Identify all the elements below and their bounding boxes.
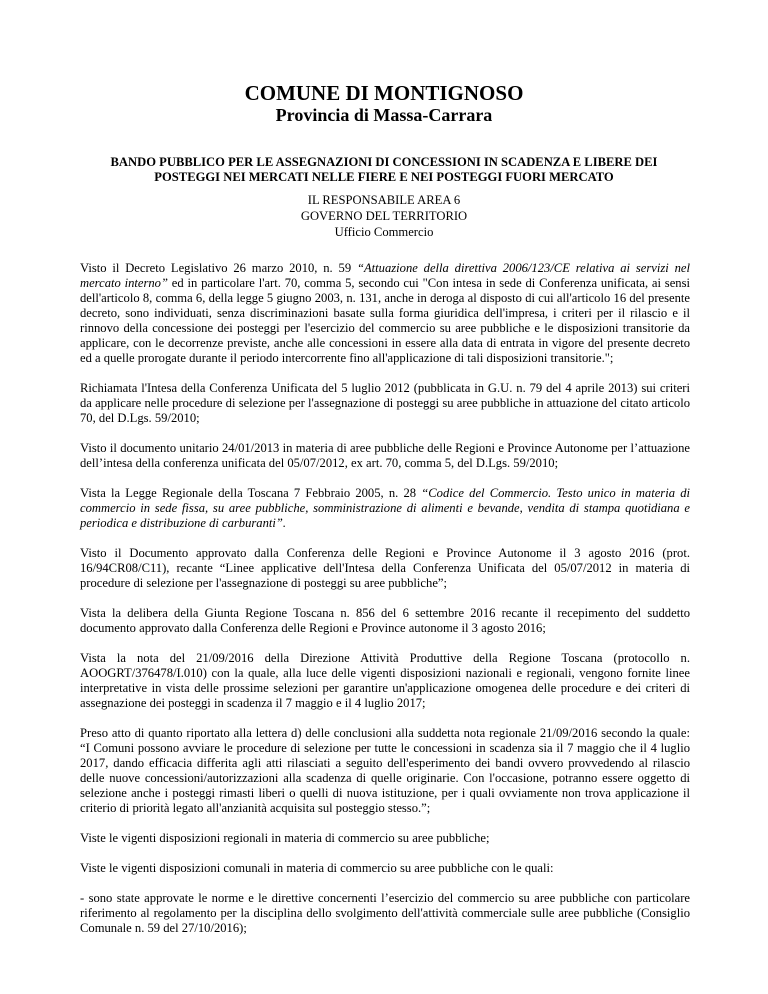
paragraph-decreto-text-a: Visto il Decreto Legislativo 26 marzo 2010, n. 59 bbox=[80, 261, 357, 275]
paragraph-documento-conferenza: Visto il Documento approvato dalla Conferenza delle Regioni e Province Autonome il 3 agosto 2016 (prot. 16/94CR08/C11), recante “Linee applicative dell'Intesa della Conferenza Unificata del 05/07/2012 in materia di procedure di selezione per l'assegnazione di posteggi su aree pubbliche”; bbox=[80, 546, 690, 590]
paragraph-disposizioni-comunali: Viste le vigenti disposizioni comunali in materia di commercio su aree pubbliche con le quali: bbox=[80, 861, 554, 875]
paragraph-intesa: Richiamata l'Intesa della Conferenza Unificata del 5 luglio 2012 (pubblicata in G.U. n. 79 del 4 aprile 2013) sui criteri da applicare nelle procedure di selezione per l'assegnazione di posteggi su aree pubbliche in attuazione del citato articolo 70, del D.Lgs. 59/2010; bbox=[80, 381, 690, 425]
responsabile-line1: IL RESPONSABILE AREA 6 bbox=[307, 193, 461, 207]
paragraph-legge-regionale bbox=[80, 486, 690, 531]
responsabile-block bbox=[0, 192, 768, 240]
paragraph-decreto bbox=[80, 261, 690, 366]
paragraph-delibera: Vista la delibera della Giunta Regione Toscana n. 856 del 6 settembre 2016 recante il recepimento del suddetto documento approvato dalla Conferenza delle Regioni e Province autonome il 3 agosto 2016; bbox=[80, 606, 690, 635]
paragraph-nota-regionale: Vista la nota del 21/09/2016 della Direzione Attività Produttive della Regione Toscana (protocollo n. AOOGRT/376478/I.010) con la quale, alla luce delle vigenti disposizioni nazionali e regionali, vengono fornite linee interpretative in vista delle prossime selezioni per garantire un'applicazione omogenea delle procedure e dei criteri di assegnazione dei posteggi in scadenza il 7 maggio e il 4 luglio 2017; bbox=[80, 651, 690, 710]
comune-title: COMUNE DI MONTIGNOSO bbox=[244, 81, 524, 105]
document-body bbox=[80, 261, 690, 936]
paragraph-disposizioni-regionali: Viste le vigenti disposizioni regionali in materia di commercio su aree pubbliche; bbox=[80, 831, 490, 845]
responsabile-line2: GOVERNO DEL TERRITORIO bbox=[300, 209, 468, 223]
paragraph-decreto-text-c: ed in particolare l'art. 70, comma 5, secondo cui "Con intesa in sede di Conferenza unificata, ai sensi dell'articolo 8, comma 6, della legge 5 giugno 2003, n. 131, anche in deroga al disposto di cui all'articolo 16 del presente decreto, sono individuati, senza discriminazioni basate sulla forma giuridica dell'impresa, i criteri per il rilascio e il rinnovo della concessione dei posteggi per l'esercizio del commercio su aree pubbliche e le disposizioni transitorie da applicare, con le decorrenze previste, anche alle concessioni in essere alla data di entrata in vigore del presente decreto ed a quelle prorogate durante il periodo intercorrente fino all'applicazione di tali disposizioni transitorie."; bbox=[80, 276, 690, 365]
provincia-subtitle: Provincia di Massa-Carrara bbox=[275, 105, 493, 125]
bando-title: BANDO PUBBLICO PER LE ASSEGNAZIONI DI CONCESSIONI IN SCADENZA E LIBERE DEI POSTEGGI NEI MERCATI NELLE FIERE E NEI POSTEGGI FUORI MERCATO bbox=[110, 155, 658, 184]
paragraph-preso-atto: Preso atto di quanto riportato alla lettera d) delle conclusioni alla suddetta nota regionale 21/09/2016 secondo la quale: “I Comuni possono avviare le procedure di selezione per tutte le concessioni in scadenza sia il 7 maggio che il 4 luglio 2017, dando efficacia differita agli atti rilasciati a seguito dell'esperimento dei bandi ovvero provvedendo al rilascio delle nuove concessioni/autorizzazioni alla scadenza di quelle originarie. Con l'occasione, potranno essere oggetto di selezione anche i posteggi rimasti liberi o quelli di nuova istituzione, per i quali ovviamente non trova applicazione il criterio di priorità legato all'anzianità acquisita sul posteggio stesso.”; bbox=[80, 726, 690, 815]
list-item-regolamento: - sono state approvate le norme e le direttive concernenti l’esercizio del commercio su aree pubbliche con particolare riferimento al regolamento per la disciplina dello svolgimento dell'attività commerciale sulle aree pubbliche (Consiglio Comunale n. 59 del 27/10/2016); bbox=[80, 891, 690, 935]
paragraph-legge-title: “Codice del Commercio. Testo unico in materia di commercio in sede fissa, su aree pubbliche, somministrazione di alimenti e bevande, vendita di stampa quotidiana e periodica e distribuzione di carburanti”. bbox=[80, 486, 690, 530]
paragraph-documento-unitario: Visto il documento unitario 24/01/2013 in materia di aree pubbliche delle Regioni e Province Autonome per l’attuazione dell’intesa della conferenza unificata del 05/07/2012, ex art. 70, comma 5, del D.Lgs. 59/2010; bbox=[80, 441, 690, 470]
paragraph-legge-text: Vista la Legge Regionale della Toscana 7 Febbraio 2005, n. 28 bbox=[80, 486, 422, 500]
paragraph-decreto-title: “Attuazione della direttiva 2006/123/CE relativa ai servizi nel mercato interno” bbox=[80, 261, 690, 290]
responsabile-line3: Ufficio Commercio bbox=[334, 225, 434, 239]
